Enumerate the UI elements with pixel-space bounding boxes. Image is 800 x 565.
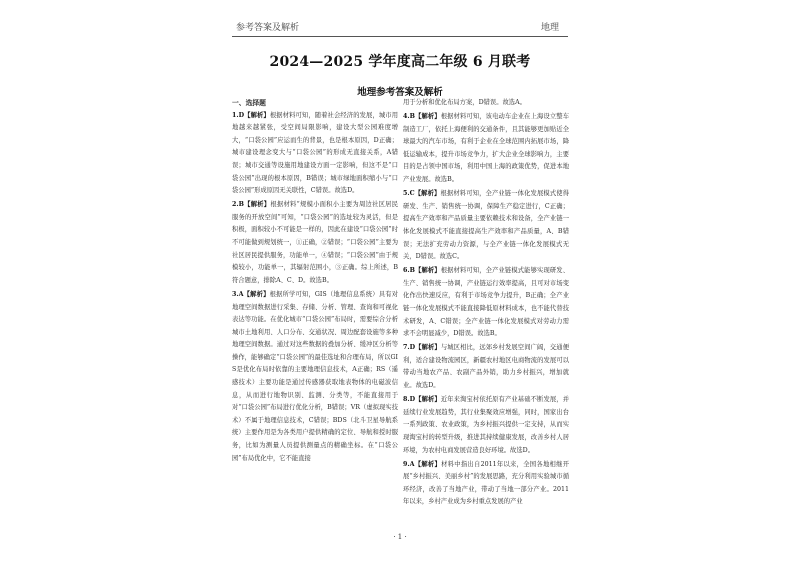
header-rule xyxy=(232,36,568,37)
answer-number: 9.A xyxy=(403,460,415,468)
answer-number: 8.D xyxy=(403,396,416,404)
answer-item xyxy=(403,265,569,341)
answer-item xyxy=(232,110,398,198)
answer-number: 4.B xyxy=(403,113,415,121)
analysis-tag: 【解析】 xyxy=(414,113,441,121)
answer-item xyxy=(232,289,398,465)
page-subtitle: 地理参考答案及解析 xyxy=(357,87,443,98)
answer-number: 7.D xyxy=(403,344,416,352)
analysis-tag: 【解析】 xyxy=(414,190,441,198)
answer-item xyxy=(403,459,569,509)
left-column xyxy=(232,97,398,467)
section-heading: 一、选择题 xyxy=(232,99,266,107)
answer-text: 用于分析和优化布局方案，D错误。故选A。 xyxy=(403,99,526,106)
answer-item-continued xyxy=(403,97,569,110)
answer-item xyxy=(232,199,398,287)
analysis-tag: 【解析】 xyxy=(415,344,441,352)
answer-text: 根据材料可知，随着社会经济的发展，城市用地越来越紧张，受空间局限影响，建设大型公园难度增大，“口袋公园”应运而生的背景，也是根本原因，D正确；城市建设理念变大与“口袋公园”的形成无直接关系，A错误；城市交通等设施用地建设方面一定影响，但这不是“口袋公园”出现的根本原因，B错误；城市绿地面积缩小与“口袋公园”形成原因无关联性，C错误。故选D。 xyxy=(232,111,399,195)
running-header-left: 参考答案及解析 xyxy=(236,23,300,33)
answer-number: 5.C xyxy=(403,190,415,198)
answer-number: 1.D xyxy=(232,111,245,119)
right-column xyxy=(403,97,569,511)
answer-item xyxy=(403,188,569,264)
answer-item xyxy=(403,342,569,392)
analysis-tag: 【解析】 xyxy=(244,111,270,119)
page-number: · 1 · xyxy=(393,533,407,541)
answer-number: 3.A xyxy=(232,290,244,298)
answer-item xyxy=(403,394,569,457)
running-header-right: 地理 xyxy=(541,23,560,33)
answer-text: 材料中指出自2011年以来，全国各地相继开展“乡村振兴、美丽乡村”的发展思路，充分利用实验城市循环经济，改善了当地产业，带动了当地一部分产业。2011年以来，乡村产业成为乡村重点发展的产业 xyxy=(403,460,570,506)
analysis-tag: 【解析】 xyxy=(243,290,270,298)
analysis-tag: 【解析】 xyxy=(414,460,442,468)
answer-text: 与城区相比，远郊乡村发展空间广阔，交通便利，适合建设物流园区，新疆农村地区电商物流的发展可以带动当地农产品、农副产品外销，助力乡村振兴，增加就业。故选D。 xyxy=(403,344,570,390)
analysis-tag: 【解析】 xyxy=(414,267,441,275)
analysis-tag: 【解析】 xyxy=(415,396,441,404)
answer-number: 2.B xyxy=(232,201,244,209)
answer-item xyxy=(403,111,569,187)
page-title: 2024—2025 学年度高二年级 6 月联考 xyxy=(269,54,531,70)
analysis-tag: 【解析】 xyxy=(243,201,271,209)
answer-text: 根据所学可知，GIS（地理信息系统）具有对地理空间数据进行采集、存储、分析、管理、查询和可视化表达等功能。在优化城市“口袋公园”布局时，需要综合分析城市土地利用、人口分布、交通状况、周边配套设施等多种地理空间数据。通过对这些数据的叠加分析、缓冲区分析等操作，能够确定“口袋公园”的最佳选址和合理布局，所以GIS是优化布局时依靠的主要地理信息技术，A正确；RS（遥感技术）主要功能是通过传感器获取地表物体的电磁波信息，从而进行地物识别、监测、分类等，不能直接用于对“口袋公园”布局进行优化分析，B错误；VR（虚拟现实技术）不属于地理信息技术，C错误；BDS（北斗卫星导航系统）主要作用是为各类用户提供精确的定位、导航和授时服务，比如为测量人员提供测量点的精确坐标。在“口袋公园”布局优化中，它不能直接 xyxy=(232,290,398,462)
answer-text: 近年来淘宝村依托原有产业基础不断发展，并延续行业发展趋势，其行业集聚效应增强，同时，国家出台一系列政策、农业政策，为乡村振兴提供一定支持，从而实现淘宝村的转型升级，推进其持续健康发展，改善乡村人居环境，为农村电商发展营造良好环境。故选D。 xyxy=(403,396,570,454)
answer-text: 根据材料可知，该电动车企业在上海设立整车制造工厂，依托上海便利的交通条件，且其能够更加贴近全球最大的汽车市场，有利于企业在全球范围内拓展市场，降低运输成本，提升市场竞争力，扩大企业全球影响力，主要目的是占领中国市场，利用中国上海的政策优势，促进本地产业发展。故选B。 xyxy=(403,113,570,184)
answer-text: 根据材料可知，全产业链模式能够实现研发、生产、销售统一协调，产业链运行效率提高，且可对市场变化作出快速反应，有利于市场竞争力提升，B正确；全产业链一体化发展模式不能直接降低原材料成本，也不能代替技术研发，A、C错误；全产业链一体化发展模式对劳动力需求不会明显减少，D错误。故选B。 xyxy=(403,267,570,338)
answer-text: 根据材料可知，全产业链一体化发展模式使得研发、生产、销售统一协调，保障生产稳定进行，C正确；提高生产效率和产品质量主要依赖技术和设备，全产业链一体化发展模式不能直接提高生产效率和产品质量，A、B错误；无法扩充劳动力资源，与全产业链一体化发展模式无关，D错误。故选C。 xyxy=(403,190,570,261)
answer-text: 根据材料“规模小面积小主要为周边社区居民服务的开放空间”可知，“口袋公园”的选址较为灵活，但是积极，面积较小不可能是一样的，因此在建设“口袋公园”时不可能做到规划统一，①正确，②错误；“口袋公园”主要为社区居民提供服务，功能单一，④错误；“口袋公园”由于规模较小，功能单一，其辐射范围小，③正确。综上所述，B符合题意，排除A、C、D。故选B。 xyxy=(232,201,398,284)
answer-number: 6.B xyxy=(403,267,415,275)
